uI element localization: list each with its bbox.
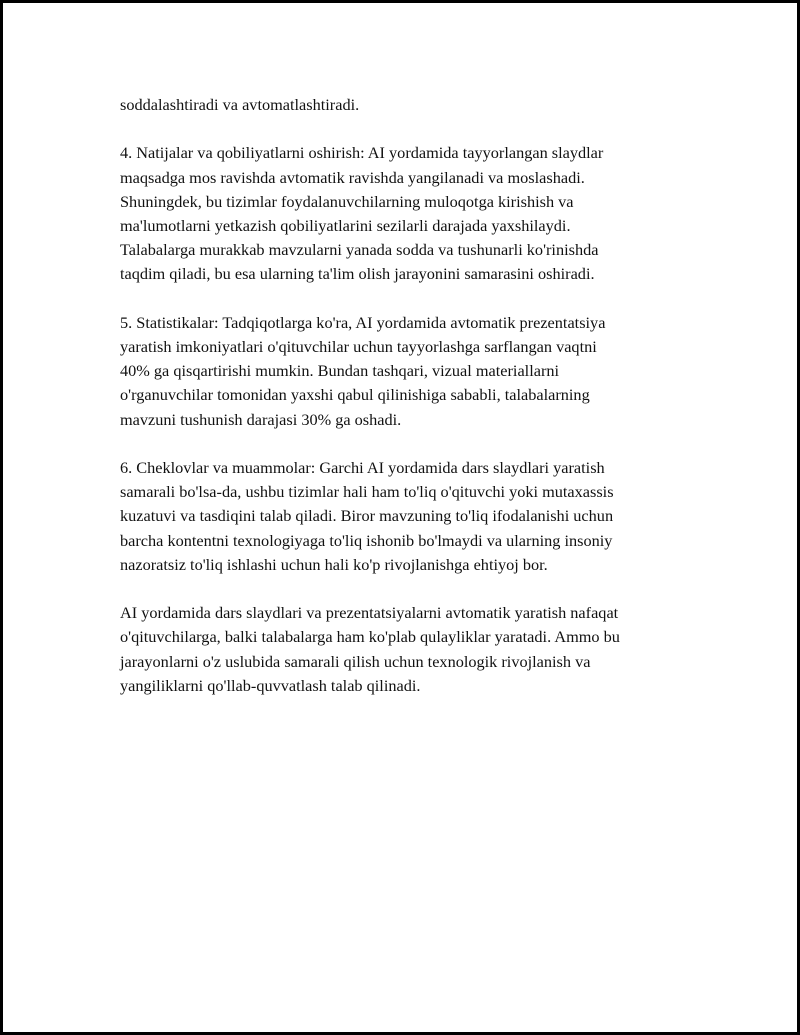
text-line: 5. Statistikalar: Tadqiqotlarga ko'ra, AI yordamida avtomatik prezentatsiya xyxy=(120,312,606,332)
paragraph-intro-continuation xyxy=(120,93,720,117)
text-line: 6. Cheklovlar va muammolar: Garchi AI yordamida dars slaydlari yaratish xyxy=(120,458,605,477)
text-line: jarayonlarni o'z uslubida samarali qilish uchun texnologik rivojlanish va xyxy=(120,651,591,671)
paragraph-statistics xyxy=(120,311,720,432)
text-line: yaratish imkoniyatlari o'qituvchilar uchun tayyorlashga sarflangan vaqtni xyxy=(120,337,597,356)
text-line: mavzuni tushunish darajasi 30% ga oshadi. xyxy=(120,409,402,429)
text-line: 40% ga qisqartirishi mumkin. Bundan tashqari, vizual materiallarni xyxy=(120,361,560,381)
text-line: ma'lumotlarni yetkazish qobiliyatlarini sezilarli darajada yaxshilaydi. xyxy=(120,216,571,235)
paragraph-conclusion xyxy=(120,601,720,698)
text-line: o'qituvchilarga, balki talabalarga ham ko'plab qulayliklar yaratadi. Ammo bu xyxy=(120,627,620,647)
text-line: taqdim qiladi, bu esa ularning ta'lim olish jarayonini samarasini oshiradi. xyxy=(120,264,595,284)
text-line: Talabalarga murakkab mavzularni yanada sodda va tushunarli ko'rinishda xyxy=(120,240,599,260)
text-line: o'rganuvchilar tomonidan yaxshi qabul qilinishiga sababli, talabalarning xyxy=(120,385,590,405)
text-line: nazoratsiz to'liq ishlashi uchun hali ko'p rivojlanishga ehtiyoj bor. xyxy=(120,554,548,574)
text-line: maqsadga mos ravishda avtomatik ravishda yangilanadi va moslashadi. xyxy=(120,167,585,187)
text-line: AI yordamida dars slaydlari va prezentatsiyalarni avtomatik yaratish nafaqat xyxy=(120,603,619,623)
text-line: soddalashtiradi va avtomatlashtiradi. xyxy=(120,95,360,114)
paragraph-results xyxy=(120,141,720,286)
text-line: barcha kontentni texnologiyaga to'liq ishonib bo'lmaydi va ularning insoniy xyxy=(120,530,613,550)
paragraph-limitations xyxy=(120,456,720,577)
text-line: Shuningdek, bu tizimlar foydalanuvchilarning muloqotga kirishish va xyxy=(120,191,574,211)
text-line: kuzatuvi va tasdiqini talab qiladi. Biror mavzuning to'liq ifodalanishi uchun xyxy=(120,506,614,526)
text-line: yangiliklarni qo'llab-quvvatlash talab qilinadi. xyxy=(120,675,421,695)
text-line: samarali bo'lsa-da, ushbu tizimlar hali ham to'liq o'qituvchi yoki mutaxassis xyxy=(120,482,614,502)
document-body xyxy=(120,93,720,722)
text-line: 4. Natijalar va qobiliyatlarni oshirish: AI yordamida tayyorlangan slaydlar xyxy=(120,143,604,163)
